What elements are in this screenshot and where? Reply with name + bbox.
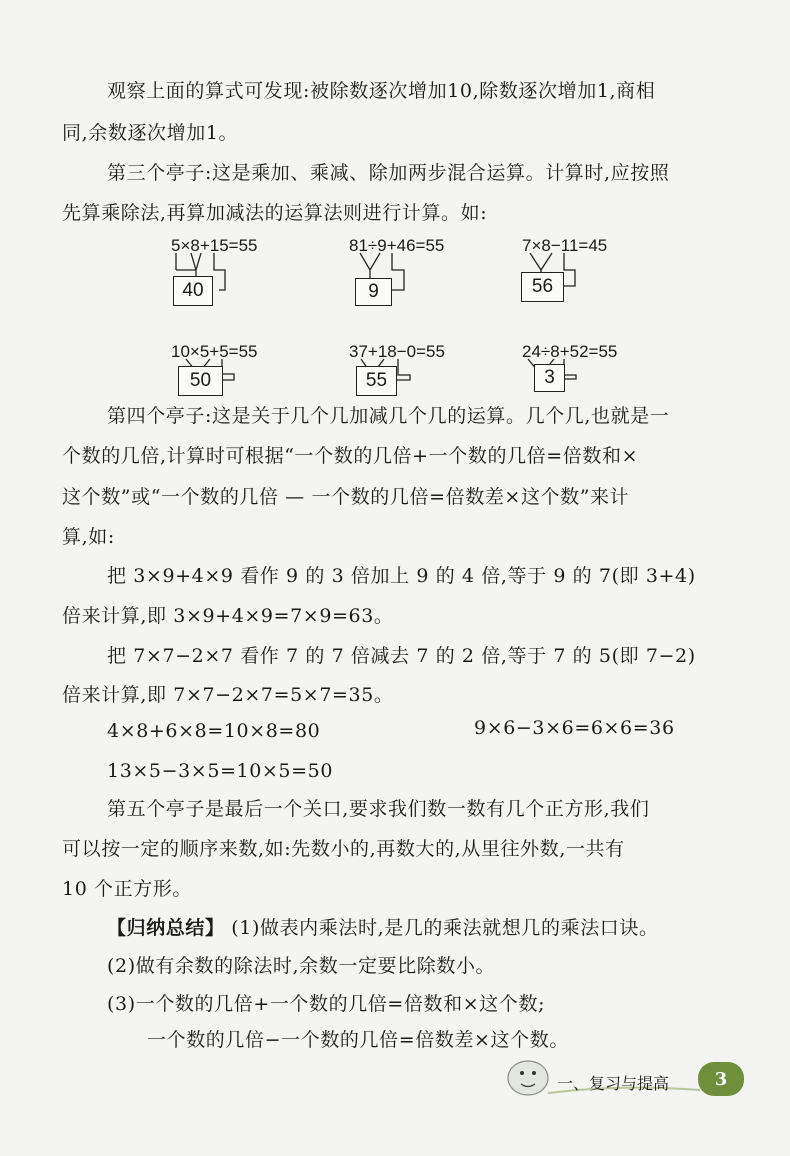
result-box: 40 bbox=[173, 276, 213, 306]
paragraph-line: 把 3×9+4×9 看作 9 的 3 倍加上 9 的 4 倍,等于 9 的 7(即 3+4) bbox=[107, 565, 696, 587]
paragraph-line: 10 个正方形。 bbox=[62, 878, 193, 900]
equation: 9×6−3×6=6×6=36 bbox=[474, 717, 675, 739]
paragraph-line: 第四个亭子:这是关于几个几加减几个几的运算。几个几,也就是一 bbox=[107, 405, 670, 427]
section-title: 一、复习与提高 bbox=[557, 1074, 670, 1093]
summary-item: (1)做表内乘法时,是几的乘法就想几的乘法口诀。 bbox=[224, 917, 659, 939]
page-number-badge: 3 bbox=[698, 1062, 744, 1096]
expression: 24÷8+52=55 bbox=[522, 342, 618, 361]
expression: 81÷9+46=55 bbox=[349, 236, 445, 255]
result-box: 3 bbox=[534, 364, 565, 392]
paragraph-line: 第三个亭子:这是乘加、乘减、除加两步混合运算。计算时,应按照 bbox=[107, 162, 670, 184]
paragraph-line: 把 7×7−2×7 看作 7 的 7 倍减去 7 的 2 倍,等于 7 的 5(即 7−2) bbox=[107, 645, 696, 667]
paragraph-line: 倍来计算,即 3×9+4×9=7×9=63。 bbox=[62, 605, 394, 627]
paragraph-line: 第五个亭子是最后一个关口,要求我们数一数有几个正方形,我们 bbox=[107, 798, 650, 820]
summary-tag: 【归纳总结】 bbox=[107, 917, 225, 939]
result-box: 50 bbox=[178, 366, 223, 396]
paragraph-line: 可以按一定的顺序来数,如:先数小的,再数大的,从里往外数,一共有 bbox=[62, 838, 625, 860]
expression: 37+18−0=55 bbox=[349, 342, 445, 361]
summary-item: (3)一个数的几倍+一个数的几倍=倍数和×这个数; bbox=[107, 993, 546, 1015]
paragraph-line: 算,如: bbox=[62, 526, 115, 548]
equation: 13×5−3×5=10×5=50 bbox=[107, 760, 334, 782]
result-box: 9 bbox=[355, 278, 392, 306]
expression: 7×8−11=45 bbox=[522, 236, 608, 255]
expression: 10×5+5=55 bbox=[171, 342, 258, 361]
summary-item: (2)做有余数的除法时,余数一定要比除数小。 bbox=[107, 955, 496, 977]
paragraph-line: 这个数”或“一个数的几倍 — 一个数的几倍=倍数差×这个数”来计 bbox=[62, 486, 630, 508]
paragraph-line: 同,余数逐次增加1。 bbox=[62, 122, 239, 144]
expression: 5×8+15=55 bbox=[171, 236, 258, 255]
paragraph-line: 先算乘除法,再算加减法的运算法则进行计算。如: bbox=[62, 202, 488, 224]
summary-item: 一个数的几倍−一个数的几倍=倍数差×这个数。 bbox=[147, 1029, 569, 1051]
paragraph-line: 个数的几倍,计算时可根据“一个数的几倍+一个数的几倍=倍数和× bbox=[62, 445, 639, 467]
equation: 4×8+6×8=10×8=80 bbox=[107, 720, 321, 742]
paragraph-line: 观察上面的算式可发现:被除数逐次增加10,除数逐次增加1,商相 bbox=[107, 80, 656, 102]
result-box: 56 bbox=[521, 272, 564, 302]
paragraph-line: 倍来计算,即 7×7−2×7=5×7=35。 bbox=[62, 684, 394, 706]
result-box: 55 bbox=[356, 366, 397, 396]
